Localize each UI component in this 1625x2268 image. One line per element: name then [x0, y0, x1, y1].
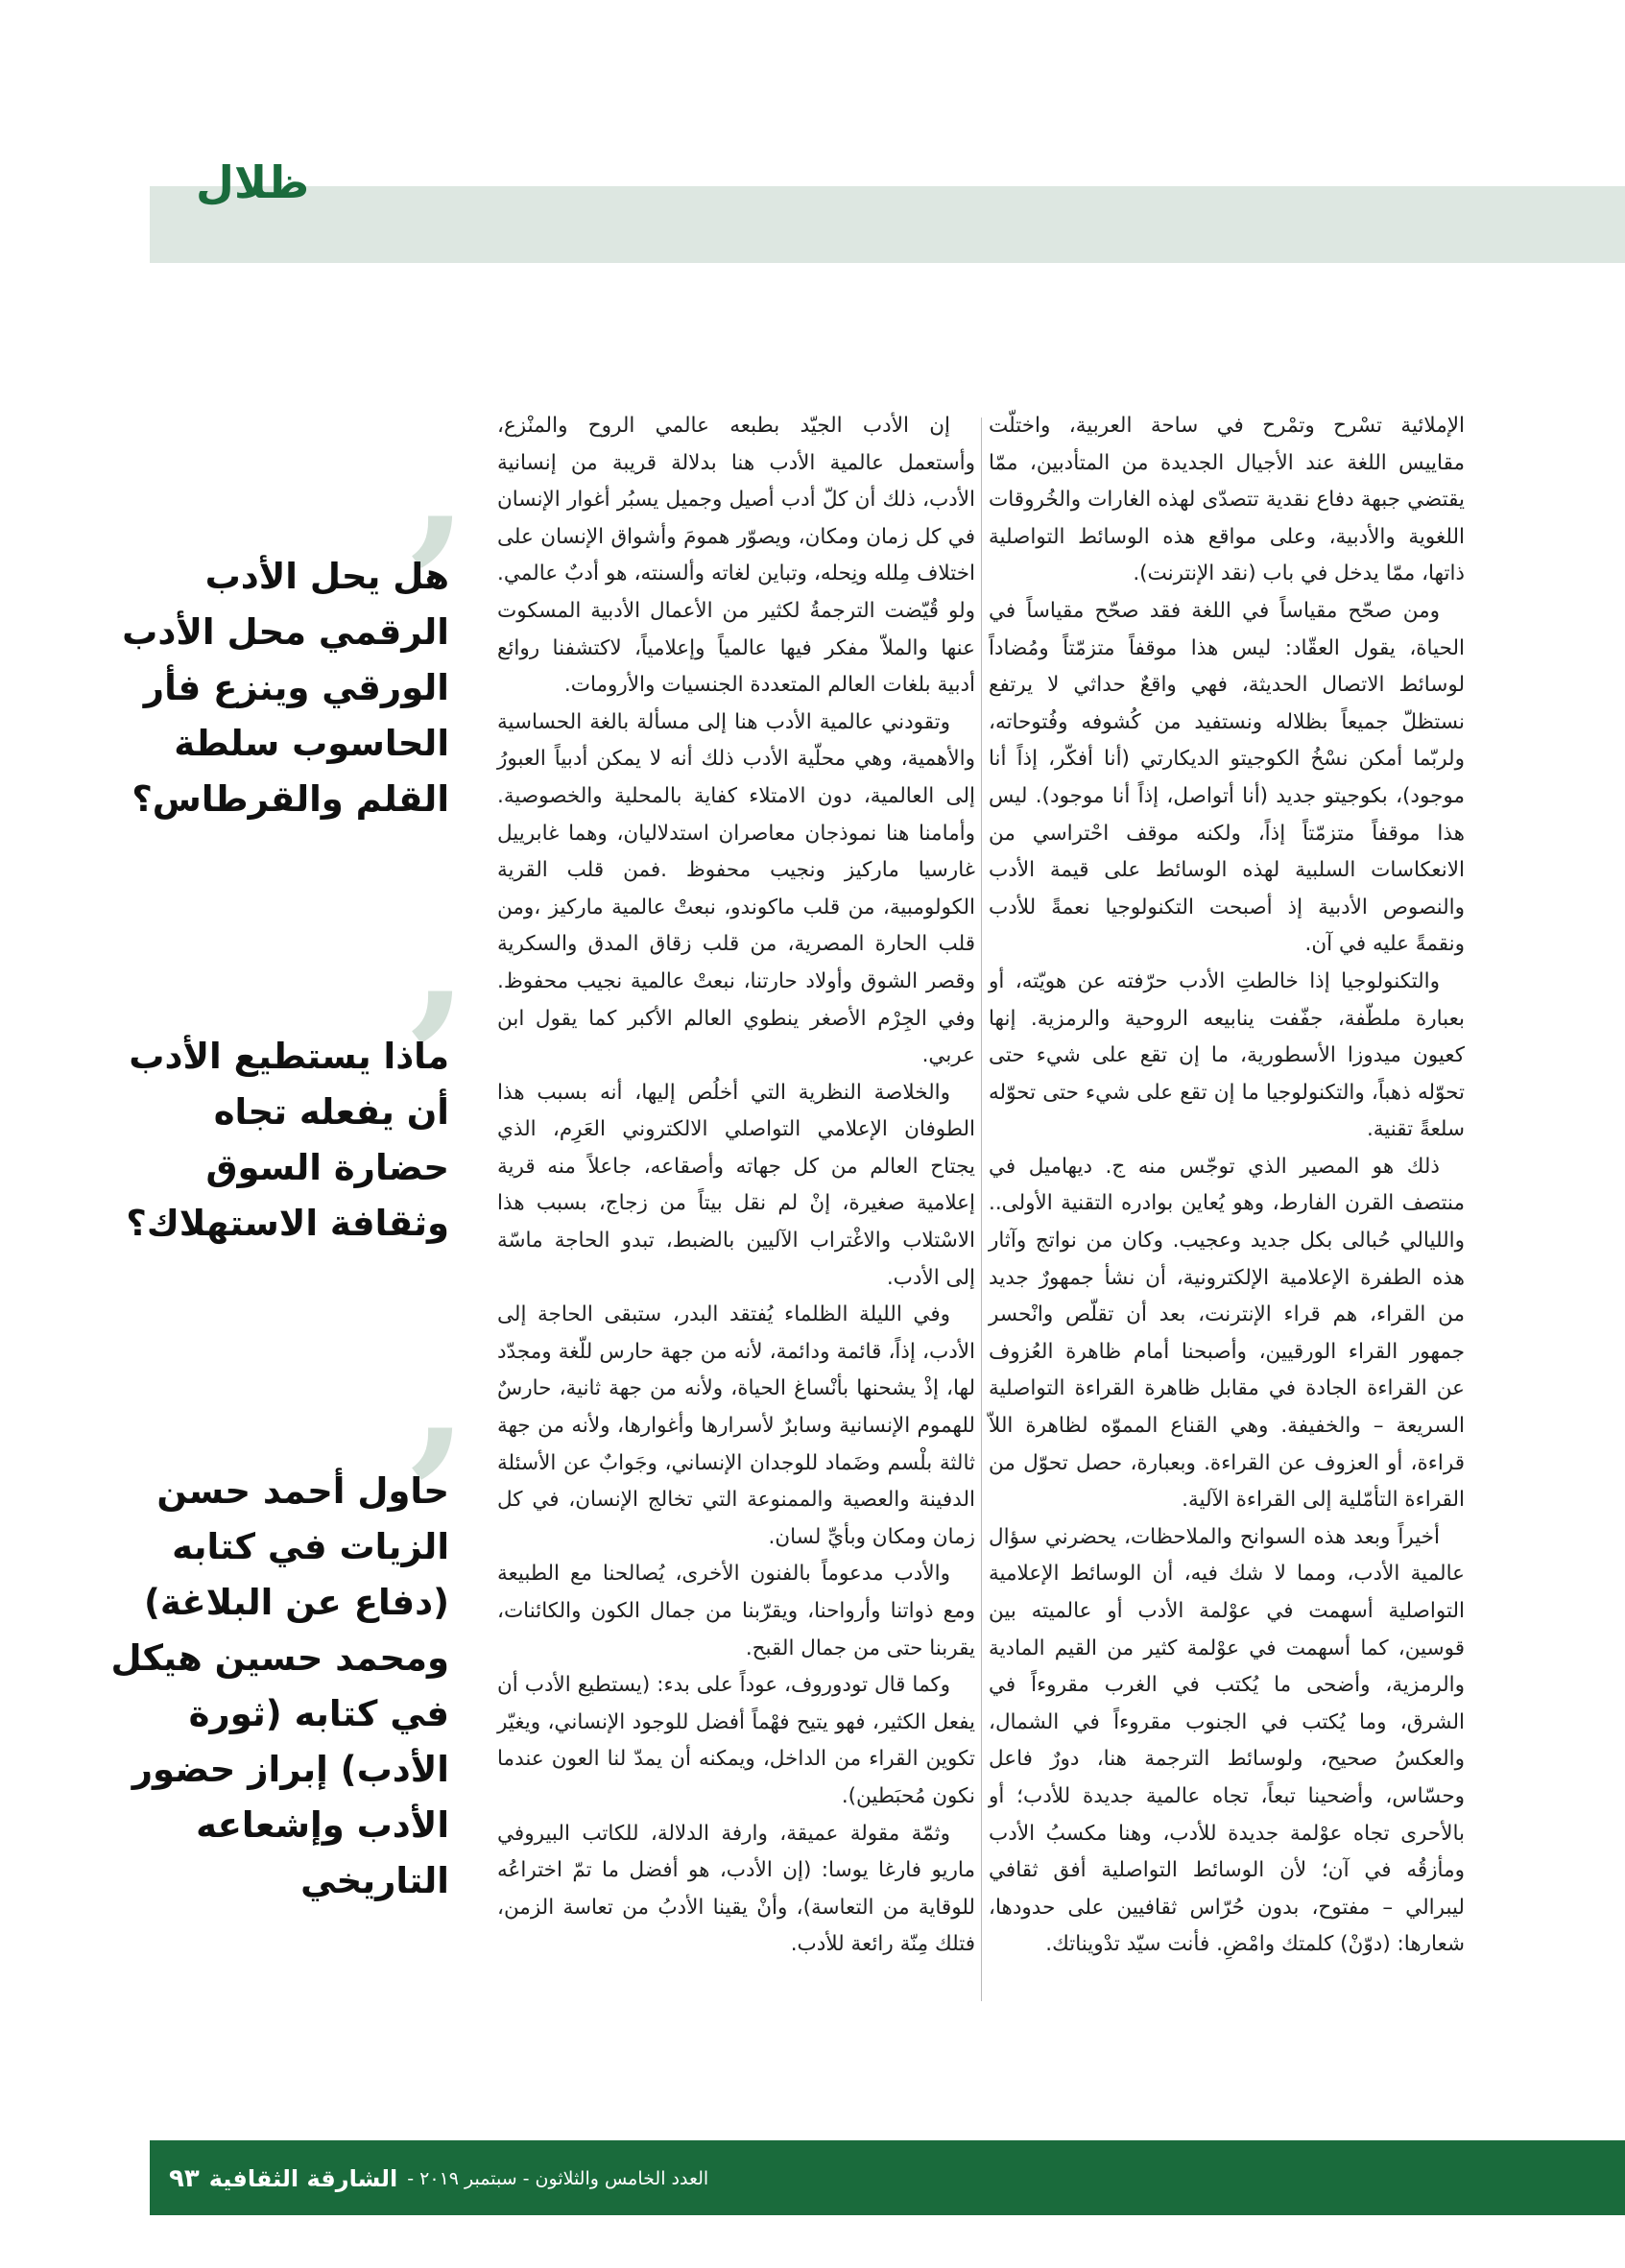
- paragraph: وفي الليلة الظلماء يُفتقد البدر، ستبقى الحاجة إلى الأدب، إذاً، قائمة ودائمة، لأنه من جهة حارس للّغة ومجدّد لها، إذْ يشحنها بأنْساغ الحياة، ولأنه من جهة ثانية، حارسٌ للهموم الإنسانية وسابرٌ لأسرارها وأغوارها، ولأنه من جهة ثالثة بلْسم وضَماد للوجدان الإنساني، وجَوابٌ عن الأسئلة الدفينة والعصية والممنوعة التي تخالج الإنسان، في كل زمان ومكان وبأيِّ لسان.: [497, 1302, 975, 1549]
- paragraph: والخلاصة النظرية التي أخلُص إليها، أنه بسبب هذا الطوفان الإعلامي التواصلي الالكتروني العَرِم، الذي يجتاح العالم من كل جهاته وأصقاعه، جاعلاً منه قرية إعلامية صغيرة، إنْ لم نقل بيتاً من زجاج، بسبب هذا الاسْتلاب والاغْتراب الآليين بالضبط، تبدو الحاجة ماسّة إلى الأدب.: [497, 1080, 975, 1290]
- pull-quote: هل يحل الأدب الرقمي محل الأدب الورقي وينزع فأر الحاسوب سلطة القلم والقرطاس؟: [122, 556, 449, 820]
- paragraph: وكما قال تودوروف، عوداً على بدء: (يستطيع الأدب أن يفعل الكثير، فهو يتيح فهْماً أفضل للوجود الإنساني، ويغيّر تكوين القراء من الداخل، ويمكنه أن يمدّ لنا العون عندما نكون مُحبَطين).: [497, 1673, 975, 1808]
- paragraph: والأدب مدعوماً بالفنون الأخرى، يُصالحنا مع الطبيعة ومع ذواتنا وأرواحنا، ويقرّبنا من جمال الكون والكائنات، يقربنا حتى من جمال القبح.: [497, 1562, 975, 1660]
- paragraph: والتكنولوجيا إذا خالطتِ الأدب حرّفته عن هويّته، أو بعبارة ملطّفة، جفّفت ينابيعه الروحية والرمزية. إنها كعيون ميدوزا الأسطورية، ما إن تقع على شيء حتى تحوّله ذهباً، والتكنولوجيا ما إن تقع على شيء حتى تحوّله سلعةً تقنية.: [989, 968, 1465, 1142]
- paragraph: ذلك هو المصير الذي توجّس منه ج. ديهاميل في منتصف القرن الفارط، وهو يُعاين بوادره التقنية الأولى.. والليالي حُبالى بكل جديد وعجيب. وكان من نواتج وآثار هذه الطفرة الإعلامية الإلكترونية، أن نشأ جمهورٌ جديد من القراء، هم قراء الإنترنت، بعد أن تقلّص وانْحسر جمهور القراء الورقيين، وأصبحنا أمام ظاهرة العُزوف عن القراءة الجادة في مقابل ظاهرة القراءة التواصلية السريعة – والخفيفة. وهي القناع المموّه لظاهرة اللاّ قراءة، أو العزوف عن القراءة. وبعبارة، حصل تحوّل من القراءة التأمّلية إلى القراءة الآلية.: [989, 1154, 1465, 1513]
- article-column-right: [989, 408, 1465, 1964]
- issue-text: العدد الخامس والثلاثون - سبتمبر ٢٠١٩ -: [407, 2168, 709, 2189]
- quote-mark-icon: ’: [403, 1390, 467, 1604]
- article-column-left: [497, 408, 975, 1964]
- pull-quote: حاول أحمد حسن الزيات في كتابه (دفاع عن البلاغة) ومحمد حسين هيكل في كتابه (ثورة الأدب) إبراز حضور الأدب وإشعاعه التاريخي: [110, 1470, 449, 1901]
- column-divider: [981, 418, 982, 2001]
- quote-mark-icon: ’: [403, 478, 467, 692]
- paragraph: إن الأدب الجيّد بطبعه عالمي الروح والمنْزع، وأستعمل عالمية الأدب هنا بدلالة قريبة من إنسانية الأدب، ذلك أن كلّ أدب أصيل وجميل يسبُر أغوار الإنسان في كل زمان ومكان، ويصوّر همومَ وأشواق الإنسان على اختلاف مِلله ونِحله، وتباين لغاته وألسنته، هو أدبٌ عالمي. ولو قُيّضت الترجمةُ لكثير من الأعمال الأدبية المسكوت عنها والملاّ مفكر فيها عالمياً وإعلامياً، لاكتشفنا روائع أدبية بلغات العالم المتعددة الجنسيات والأرومات.: [497, 414, 975, 698]
- paragraph: وتقودني عالمية الأدب هنا إلى مسألة بالغة الحساسية والأهمية، وهي محلّية الأدب ذلك أنه لا يمكن أدبياً العبورُ إلى العالمية، دون الامتلاء كفاية بالمحلية والخصوصية. وأمامنا هنا نموذجان معاصران استدلاليان، وهما غابرييل غارسيا ماركيز ونجيب محفوظ .فمن قلب القرية الكولومبية، من قلب ماكوندو، نبعتْ عالمية ماركيز ،ومن قلب الحارة المصرية، من قلب زقاق المدق والسكرية وقصر الشوق وأولاد حارتنا، نبعتْ عالمية نجيب محفوظ. وفي الجِرْم الأصغر ينطوي العالم الأكبر كما يقول ابن عربي.: [497, 709, 975, 1068]
- quote-mark-icon: ’: [403, 953, 467, 1167]
- page-number: ٩٣: [169, 2164, 200, 2193]
- paragraph: وثمّة مقولة عميقة، وارفة الدلالة، للكاتب البيروفي ماريو فارغا يوسا: (إن الأدب، هو أفضل ما تمّ اختراعُه للوقاية من التعاسة)، وأنْ يقينا الأدبُ من تعاسة الزمن، فتلك مِنّة رائعة للأدب.: [497, 1821, 975, 1957]
- footer-content: [169, 2160, 708, 2198]
- magazine-name: الشارقة الثقافية: [208, 2165, 398, 2192]
- paragraph: أخيراً وبعد هذه السوانح والملاحظات، يحضرني سؤال عالمية الأدب، ومما لا شك فيه، أن الوسائط الإعلامية التواصلية أسهمت في عوْلمة الأدب أو عالميته بين قوسين، كما أسهمت في عوْلمة كثير من القيم المادية والرمزية، وأضحى ما يُكتب في الغرب مقروءاً في الشرق، وما يُكتب في الجنوب مقروءاً في الشمال، والعكسُ صحيح، ولوسائط الترجمة هنا، دورٌ فاعل وحسّاس، وأضحينا تبعاً، تجاه عالمية جديدة للأدب؛ أو بالأحرى تجاه عوْلمة جديدة للأدب، وهنا مكسبُ الأدب ومأزقُه في آن؛ لأن الوسائط التواصلية أفق ثقافي ليبرالي – مفتوح، بدون حُرّاس ثقافيين على حدودها، شعارها: (دوّنْ) كلمتك وامْضِ. فأنت سيّد تدْويناتك.: [989, 1524, 1465, 1957]
- header-band: [150, 186, 1625, 263]
- paragraph: الإملائية تسْرح وتمْرح في ساحة العربية، واختلّت مقاييس اللغة عند الأجيال الجديدة من المتأدبين، ممّا يقتضي جبهة دفاع نقدية تتصدّى لهذه الغارات والخُروقات اللغوية والأدبية، وعلى مواقع هذه الوسائط التواصلية ذاتها، ممّا يدخل في باب (نقد الإنترنت).: [989, 414, 1465, 586]
- section-title: ظلال: [196, 156, 310, 208]
- paragraph: ومن صحّح مقياساً في اللغة فقد صحّح مقياساً في الحياة، يقول العقّاد: ليس هذا موقفاً متزمّتاً ومُضاداً لوسائط الاتصال الحديثة، فهي واقعٌ حداثي لا يرتفع نستظلّ جميعاً بظلاله ونستفيد من كُشوفه وفُتوحاته، ولربّما أمكن نسْخُ الكوجيتو الديكارتي (أنا أفكّر، إذاً أنا موجود)، بكوجيتو جديد (أنا أتواصل، إذاً أنا موجود). ليس هذا موقفاً متزمّتاً إذاً، ولكنه موقف احْتراسي من الانعكاسات السلبية لهذه الوسائط على قيمة الأدب والنصوص الأدبية إذ أصبحت التكنولوجيا نعمةً للأدب ونقمةً عليه في آن.: [989, 598, 1465, 957]
- pull-quote: ماذا يستطيع الأدب أن يفعله تجاه حضارة السوق وثقافة الاستهلاك؟: [126, 1036, 449, 1244]
